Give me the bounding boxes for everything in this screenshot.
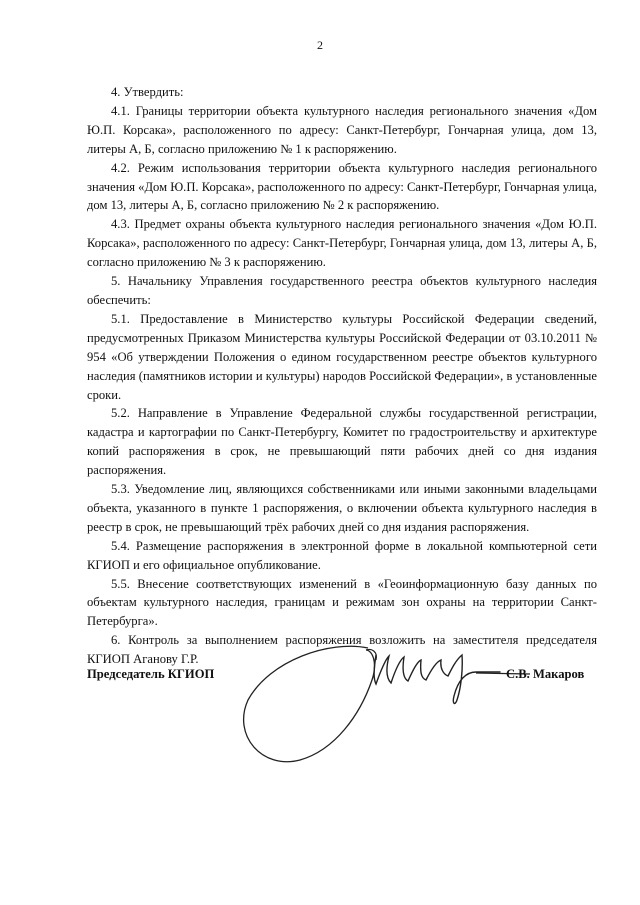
paragraph-5-5: 5.5. Внесение соответствующих изменений в «Геоинформационную базу данных по объектам культурного наследия, границам и режимам зон охраны на территории Санкт-Петербурга». <box>87 576 597 629</box>
paragraph-5-4: 5.4. Размещение распоряжения в электронной форме в локальной компьютерной сети КГИОП и его официальное опубликование. <box>87 538 597 572</box>
paragraph-5-3: 5.3. Уведомление лиц, являющихся собственниками или иными законными владельцами объекта, указанного в пункте 1 распоряжения, о включении объекта культурного наследия в реестр в срок, не превышающий трёх рабочих дней со дня издания распоряжения. <box>87 482 597 534</box>
signatory-title: Председатель КГИОП <box>87 667 215 681</box>
signatory-name: С.В. Макаров <box>506 667 585 681</box>
paragraph-4: 4. Утвердить: <box>111 85 184 99</box>
paragraph-5-2: 5.2. Направление в Управление Федеральной службы государственной регистрации, кадастра и картографии по Санкт-Петербургу, Комитет по градостроительству и архитектуре копий распоряжения в срок, не превышающий пяти рабочих дней со дня издания распоряжения. <box>87 406 597 478</box>
paragraph-5-1: 5.1. Предоставление в Министерство культуры Российской Федерации сведений, предусмотренных Приказом Министерства культуры Российской Федерации от 03.10.2011 № 954 «Об утверждении Положения о едином государственном реестре объектов культурного наследия (памятников истории и культуры) народов Российской Федерации», в установленные сроки. <box>87 311 597 402</box>
paragraph-6: 6. Контроль за выполнением распоряжения возложить на заместителя председателя КГИОП Аганову Г.Р. <box>87 633 597 667</box>
document-body <box>87 83 597 669</box>
page-number: 2 <box>317 38 323 52</box>
paragraph-4-3: 4.3. Предмет охраны объекта культурного наследия регионального значения «Дом Ю.П. Корсака», расположенного по адресу: Санкт-Петербург, Гончарная улица, дом 13, литеры А, Б, согласно приложению № 3 к распоряжению. <box>87 217 597 270</box>
paragraph-4-1: 4.1. Границы территории объекта культурного наследия регионального значения «Дом Ю.П. Корсака», расположенного по адресу: Санкт-Петербург, Гончарная улица, дом 13, литеры А, Б, согласно приложению № 1 к распоряжению. <box>87 103 597 156</box>
paragraph-5: 5. Начальнику Управления государственного реестра объектов культурного наследия обеспечить: <box>87 274 597 307</box>
paragraph-4-2: 4.2. Режим использования территории объекта культурного наследия регионального значения «Дом Ю.П. Корсака», расположенного по адресу: Санкт-Петербург, Гончарная улица, дом 13, литеры А, Б, согласно приложению № 2 к распоряжению. <box>87 160 597 213</box>
